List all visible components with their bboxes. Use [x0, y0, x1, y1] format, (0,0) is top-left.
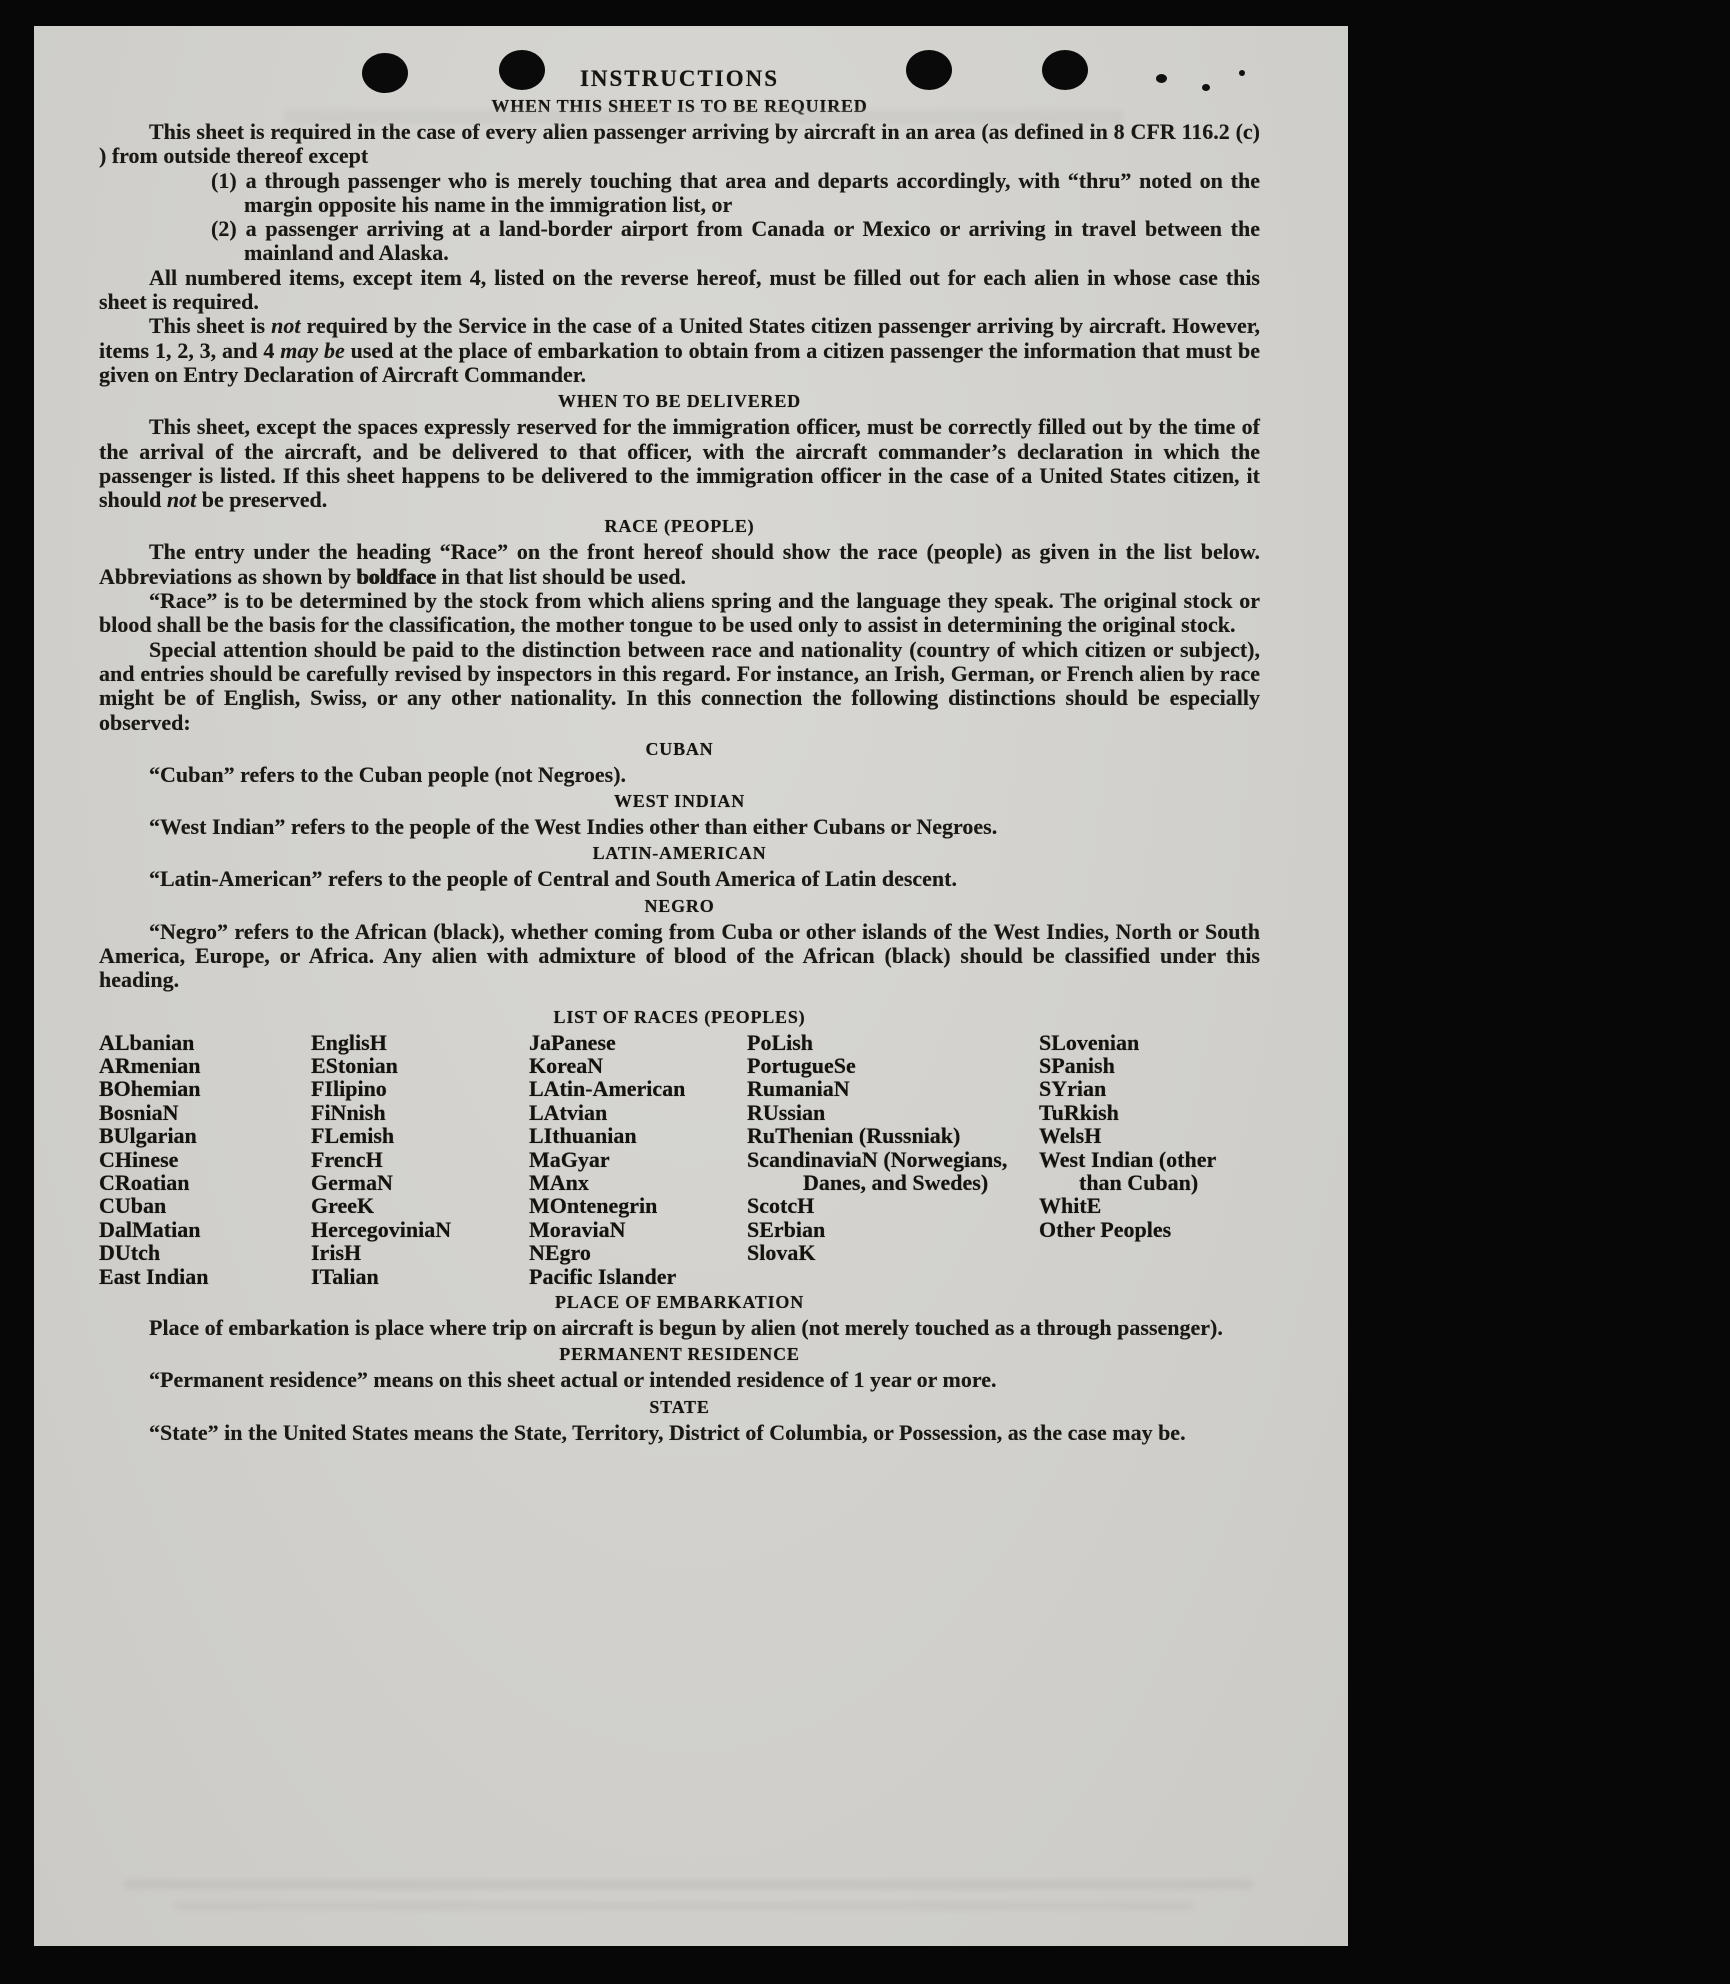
heading-state: STATE — [649, 1396, 710, 1417]
numbered-item-2 — [99, 217, 1260, 266]
race-list-item: ARmenian — [99, 1053, 201, 1079]
text-segment: required by the Service in the case of a United States citizen passenger arriving by aircraft. However, items 1, 2, 3, and 4 — [99, 313, 1260, 363]
race-list-item: FLemish — [311, 1123, 395, 1149]
page-title: INSTRUCTIONS — [579, 66, 780, 91]
race-list-item: RumaniaN — [747, 1076, 850, 1102]
race-list-item: BosniaN — [99, 1099, 179, 1125]
text-segment: be preserved. — [196, 487, 328, 513]
race-list-item: KoreaN — [529, 1053, 604, 1079]
race-list-item: Other Peoples — [1039, 1216, 1172, 1242]
race-list-item: WhitE — [1039, 1193, 1102, 1219]
race-list-item: RuThenian (Russniak) — [747, 1123, 961, 1149]
race-list-item: BUlgarian — [99, 1123, 197, 1149]
race-list-item: GreeK — [311, 1193, 375, 1219]
text-segment: “Race” is to be determined by the stock from which aliens spring and the language they speak. The original stock or blood shall be the basis for the classification, the mother tongue to be used only to assist in determining the original stock. — [99, 588, 1260, 638]
heading-west-indian: WEST INDIAN — [613, 791, 745, 812]
paragraph-race-determination — [99, 589, 1260, 638]
race-list-item: MAnx — [529, 1170, 589, 1196]
text-segment: This sheet is required in the case of every alien passenger arriving by aircraft in an area (as defined in 8 CFR 116.2 (c) ) from outside thereof except — [99, 119, 1260, 169]
text-segment: “Latin-American” refers to the people of Central and South America of Latin descent. — [149, 866, 957, 892]
race-list-item: TuRkish — [1039, 1099, 1119, 1125]
bleed-through-smudge — [124, 1880, 1254, 1889]
race-list-item: ScandinaviaN (Norwegians, Danes, and Swedes) — [747, 1146, 1008, 1196]
race-list-item: DUtch — [99, 1240, 161, 1266]
race-column-2 — [311, 1031, 529, 1288]
race-list-item: EStonian — [311, 1053, 398, 1079]
race-list-item: MOntenegrin — [529, 1193, 658, 1219]
punch-hole — [362, 53, 408, 93]
paragraph-required-intro — [99, 120, 1260, 169]
race-list-item: NEgro — [529, 1240, 591, 1266]
item-text — [244, 216, 1260, 265]
race-list-item: WelsH — [1039, 1123, 1102, 1149]
paragraph-negro — [99, 920, 1260, 993]
race-list-item: IrisH — [311, 1240, 362, 1266]
race-list-item: FIlipino — [311, 1076, 387, 1102]
text-segment: “State” in the United States means the State, Territory, District of Columbia, or Possession, as the case may be. — [149, 1419, 1186, 1445]
punch-hole — [906, 50, 952, 90]
race-list-item: FrencH — [311, 1146, 383, 1172]
bleed-through-smudge — [284, 110, 1124, 124]
text-segment: All numbered items, except item 4, listed on the reverse hereof, must be filled out for each alien in whose case this sheet is required. — [99, 264, 1260, 315]
heading-list-of-races: LIST OF RACES (PEOPLES) — [553, 1006, 806, 1027]
text-segment: in that list should be used. — [436, 563, 687, 589]
text-segment: “Permanent residence” means on this sheet actual or intended residence of 1 year or more. — [149, 1367, 997, 1393]
race-list-item: GermaN — [311, 1170, 393, 1196]
race-list-item: SYrian — [1039, 1076, 1107, 1102]
race-column-5 — [1039, 1031, 1260, 1288]
item-number: (1) — [211, 167, 237, 193]
race-column-1 — [99, 1031, 311, 1288]
ink-speck — [1239, 70, 1245, 76]
race-list-item: East Indian — [99, 1263, 209, 1289]
bleed-through-smudge — [174, 1902, 1194, 1910]
race-list-item: CHinese — [99, 1146, 179, 1172]
heading-permanent-residence: PERMANENT RESIDENCE — [559, 1344, 800, 1365]
paragraph-race-entry — [99, 540, 1260, 589]
ink-speck — [1202, 84, 1210, 91]
paragraph-all-numbered-items — [99, 266, 1260, 315]
race-list-item: PortugueSe — [747, 1053, 856, 1079]
race-list-item: LAtin-American — [529, 1076, 686, 1102]
text-segment: “Negro” refers to the African (black), whether coming from Cuba or other islands of the West Indies, North or South America, Europe, or Africa. Any alien with admixture of blood of the African (black) should be classified under this heading. — [99, 918, 1260, 993]
text-segment: may be — [280, 337, 345, 363]
text-segment: boldface — [356, 563, 437, 589]
text-segment: not — [166, 487, 197, 513]
race-list-item: PoLish — [747, 1029, 814, 1055]
race-list-item: ALbanian — [99, 1029, 195, 1055]
page-content — [34, 26, 1348, 1445]
item-text — [244, 168, 1260, 217]
race-list-item: FiNnish — [311, 1099, 386, 1125]
race-list-item: SLovenian — [1039, 1029, 1140, 1055]
paragraph-not-required-citizen — [99, 314, 1260, 387]
heading-negro: NEGRO — [644, 895, 715, 916]
paragraph-residence — [99, 1368, 1260, 1392]
item-number: (2) — [211, 216, 237, 242]
race-list-item: CRoatian — [99, 1170, 190, 1196]
text-segment: This sheet is — [149, 313, 272, 339]
race-list-item: MoraviaN — [529, 1216, 626, 1242]
paragraph-cuban — [99, 763, 1260, 787]
race-list-item: ITalian — [311, 1263, 379, 1289]
race-list-item: CUban — [99, 1193, 167, 1219]
race-list-item: SPanish — [1039, 1053, 1115, 1079]
heading-when-required: WHEN THIS SHEET IS TO BE REQUIRED — [491, 96, 868, 116]
document-page — [34, 26, 1348, 1946]
paragraph-latin-american — [99, 867, 1260, 891]
text-segment: “Cuban” refers to the Cuban people (not Negroes). — [149, 761, 627, 787]
race-list-item: MaGyar — [529, 1146, 610, 1172]
race-list-item: BOhemian — [99, 1076, 201, 1102]
paragraph-embarkation — [99, 1316, 1260, 1340]
text-segment: “West Indian” refers to the people of the West Indies other than either Cubans or Negroes. — [149, 814, 998, 840]
text-segment: This sheet, except the spaces expressly reserved for the immigration officer, must be correctly filled out by the time of the arrival of the aircraft, and be delivered to that officer, with the aircraft commander’s declaration in which the passenger is listed. If this sheet happens to be delivered to the immigration officer in the case of a United States citizen, it should — [99, 414, 1260, 513]
heading-when-delivered: WHEN TO BE DELIVERED — [558, 391, 801, 412]
race-list — [99, 1031, 1260, 1288]
paragraph-state — [99, 1421, 1260, 1445]
race-list-item: JaPanese — [529, 1029, 616, 1055]
race-list-item: EnglisH — [311, 1029, 387, 1055]
paragraph-delivered — [99, 415, 1260, 512]
race-list-item: SlovaK — [747, 1240, 816, 1266]
race-column-3 — [529, 1031, 747, 1288]
text-segment: used at the place of embarkation to obtain from a citizen passenger the information that must be given on Entry Declaration of Aircraft Commander. — [99, 337, 1260, 387]
ink-speck — [1156, 74, 1167, 83]
numbered-item-1 — [99, 169, 1260, 218]
race-list-item: ScotcH — [747, 1193, 815, 1219]
heading-place-of-embarkation: PLACE OF EMBARKATION — [554, 1292, 804, 1313]
race-list-item: LAtvian — [529, 1099, 608, 1125]
race-column-4 — [747, 1031, 1039, 1288]
text-segment: The entry under the heading “Race” on the front hereof should show the race (people) as given in the list below. Abbreviations as shown by — [99, 539, 1260, 589]
race-list-item: West Indian (other than Cuban) — [1039, 1146, 1216, 1196]
race-list-item: RUssian — [747, 1099, 826, 1125]
heading-latin-american: LATIN-AMERICAN — [592, 843, 767, 864]
heading-race-people: RACE (PEOPLE) — [604, 516, 755, 537]
text-segment: Special attention should be paid to the distinction between race and nationality (country of which citizen or subject), and entries should be carefully revised by inspectors in this regard. For instance, an Irish, German, or French alien by race might be of English, Swiss, or any other nationality. In this connection the following distinctions should be especially observed: — [99, 636, 1260, 735]
punch-hole — [1042, 50, 1088, 90]
paragraph-race-nationality — [99, 638, 1260, 735]
race-list-item: SErbian — [747, 1216, 826, 1242]
race-list-item: Pacific Islander — [529, 1263, 677, 1289]
text-segment: not — [271, 313, 301, 339]
text-segment: Place of embarkation is place where trip on aircraft is begun by alien (not merely touched as a through passenger). — [149, 1315, 1223, 1341]
paragraph-west-indian — [99, 815, 1260, 839]
heading-cuban: CUBAN — [645, 738, 714, 759]
race-list-item: LIthuanian — [529, 1123, 637, 1149]
race-list-item: DalMatian — [99, 1216, 201, 1242]
text-segment: a passenger arriving at a land-border airport from Canada or Mexico or arriving in travel between the mainland and Alaska. — [244, 216, 1260, 266]
punch-hole — [499, 50, 545, 90]
race-list-item: HercegoviniaN — [311, 1216, 452, 1242]
text-segment: a through passenger who is merely touching that area and departs accordingly, with “thru” noted on the margin opposite his name in the immigration list, or — [244, 167, 1260, 217]
